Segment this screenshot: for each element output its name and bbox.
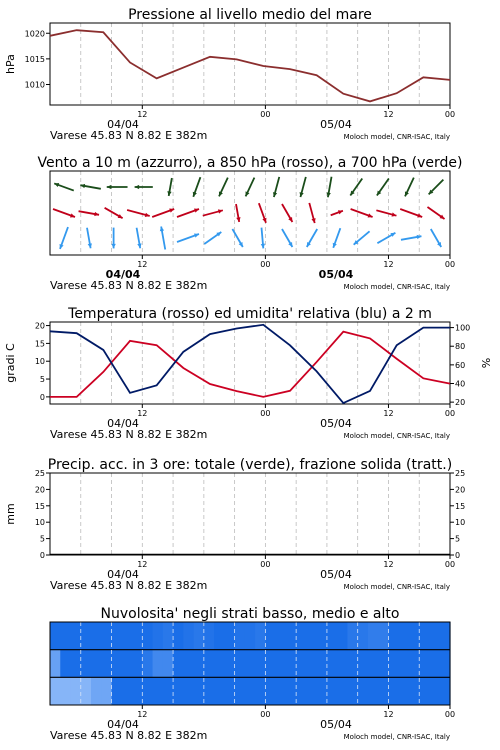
cloud-cell <box>265 677 276 705</box>
wind-arrows-10m <box>59 226 441 249</box>
wind-arrow-head <box>194 208 199 212</box>
time-axis <box>50 705 455 742</box>
cloud-cell <box>337 650 348 678</box>
cloud-cell <box>142 677 153 705</box>
y-tick-label: 10 <box>34 357 45 367</box>
date-label-b: 05/04 <box>318 268 354 281</box>
wind-arrow-head <box>54 183 59 187</box>
wind-arrows-700hPa <box>54 177 443 197</box>
cloud-cell <box>265 650 276 678</box>
cloud-cell <box>81 677 92 705</box>
cloud-cell <box>81 622 92 650</box>
cloud-cell <box>50 650 61 678</box>
model-credit: Moloch model, CNR-ISAC, Italy <box>343 133 450 141</box>
cloud-cell <box>419 650 430 678</box>
cloud-cell <box>60 622 71 650</box>
cloud-cell <box>60 650 71 678</box>
x-tick-label: 00 <box>444 260 456 269</box>
chart-title: Precip. acc. in 3 ore: totale (verde), frazione solida (tratt.) <box>47 457 453 473</box>
cloud-cell <box>91 677 102 705</box>
cloud-cell <box>132 677 143 705</box>
y-tick-label: 40 <box>455 379 466 389</box>
cloud-cell <box>122 650 133 678</box>
cloud-cell <box>409 650 420 678</box>
x-tick-label: 00 <box>444 110 456 119</box>
cloud-cell <box>347 677 358 705</box>
y-tick-label: 15 <box>455 501 466 511</box>
cloud-cell <box>153 650 164 678</box>
cloud-cell <box>409 677 420 705</box>
cloud-cell <box>71 622 82 650</box>
wind-arrow-head <box>169 208 174 212</box>
cloud-cell <box>337 622 348 650</box>
y-tick-label: 80 <box>455 342 466 352</box>
wind-arrow-head <box>193 192 197 197</box>
date-label-b: 05/04 <box>320 568 352 581</box>
cloud-cell <box>204 622 215 650</box>
model-credit: Moloch model, CNR-ISAC, Italy <box>343 283 450 291</box>
y-tick-label: 25 <box>455 469 466 478</box>
chart-title: Temperatura (rosso) ed umidita' relativa (blu) a 2 m <box>68 306 432 322</box>
panel-frame <box>50 23 450 105</box>
cloud-cell <box>440 650 451 678</box>
y-axis-label: hPa <box>4 54 17 74</box>
cloud-cell <box>296 650 307 678</box>
cloud-cell <box>317 622 328 650</box>
wind-arrow-head <box>135 185 140 189</box>
y-axis <box>4 469 50 560</box>
y-tick-label: 0 <box>39 551 45 560</box>
location-label: Varese 45.83 N 8.82 E 382m <box>50 579 208 592</box>
cloud-cell <box>255 677 266 705</box>
x-tick-label: 12 <box>137 710 148 719</box>
cloud-cell <box>173 650 184 678</box>
cloud-cell <box>183 622 194 650</box>
wind-arrow-head <box>262 218 266 223</box>
cloud-cell <box>194 677 205 705</box>
cloud-cell <box>101 677 112 705</box>
y-axis-label-right: % <box>480 357 493 369</box>
y-axis-right <box>450 469 465 560</box>
cloud-cell <box>224 650 235 678</box>
y-tick-label: 15 <box>34 339 45 349</box>
cloud-cell <box>132 622 143 650</box>
cloud-cell <box>81 650 92 678</box>
x-tick-label: 00 <box>444 710 456 719</box>
y-tick-label: 5 <box>455 534 461 544</box>
model-credit: Moloch model, CNR-ISAC, Italy <box>343 583 450 591</box>
x-tick-label: 00 <box>444 409 456 418</box>
cloud-cell <box>286 622 297 650</box>
cloud-cell <box>399 622 410 650</box>
cloud-row-alto <box>50 622 451 650</box>
cloud-cell <box>112 650 123 678</box>
wind-arrow-head <box>261 244 265 249</box>
cloud-cell <box>286 650 297 678</box>
chart-title: Nuvolosita' negli strati basso, medio e alto <box>100 606 400 622</box>
y-tick-label: 5 <box>39 534 45 544</box>
y-axis <box>4 322 50 402</box>
y-tick-label: 20 <box>455 398 466 408</box>
x-tick-label: 00 <box>260 110 271 119</box>
cloud-cell <box>50 622 61 650</box>
time-axis <box>50 105 455 142</box>
cloud-cell <box>101 622 112 650</box>
date-label-a: 04/04 <box>107 568 139 581</box>
cloud-cell <box>60 677 71 705</box>
location-label: Varese 45.83 N 8.82 E 382m <box>50 279 208 292</box>
cloud-cell <box>378 650 389 678</box>
x-tick-label: 00 <box>260 409 271 418</box>
cloud-cell <box>317 650 328 678</box>
y-tick-label: 25 <box>34 469 45 478</box>
y-tick-label: 20 <box>34 485 45 495</box>
cloud-cell <box>296 677 307 705</box>
panel-frame <box>50 473 450 555</box>
y-axis-label: gradi C <box>4 343 17 383</box>
cloud-cell <box>440 677 451 705</box>
cloud-cell <box>101 650 112 678</box>
x-tick-label: 12 <box>137 560 148 569</box>
cloud-cell <box>224 677 235 705</box>
x-tick-label: 12 <box>137 409 148 418</box>
cloud-cell <box>358 650 369 678</box>
wind-arrow-head <box>59 244 63 249</box>
cloud-cell <box>368 677 379 705</box>
cloud-cell <box>122 677 133 705</box>
x-tick-label: 00 <box>444 560 456 569</box>
cloud-cell <box>91 650 102 678</box>
x-tick-label: 00 <box>260 560 271 569</box>
cloud-row-medio <box>50 650 451 678</box>
x-tick-label: 12 <box>383 409 394 418</box>
model-credit: Moloch model, CNR-ISAC, Italy <box>343 432 450 440</box>
y-tick-label: 0 <box>455 551 461 560</box>
y-tick-label: 100 <box>455 323 471 333</box>
wind-arrow-head <box>368 213 373 217</box>
location-label: Varese 45.83 N 8.82 E 382m <box>50 729 208 742</box>
cloud-cell <box>183 677 194 705</box>
x-tick-label: 00 <box>260 260 271 269</box>
x-tick-label: 12 <box>383 560 394 569</box>
cloud-cell <box>235 622 246 650</box>
cloud-cell <box>71 650 82 678</box>
cloud-cell <box>276 622 287 650</box>
cloud-cell <box>429 650 440 678</box>
cloud-cell <box>368 650 379 678</box>
cloud-cell <box>399 677 410 705</box>
wind-arrow-head <box>417 213 422 217</box>
date-label-a: 04/04 <box>107 118 139 131</box>
cloud-cell <box>153 677 164 705</box>
cloud-cell <box>399 650 410 678</box>
y-axis-label: mm <box>4 503 17 525</box>
date-label-b: 05/04 <box>320 417 352 430</box>
cloud-cell <box>91 622 102 650</box>
cloud-cell <box>183 650 194 678</box>
cloud-cell <box>347 650 358 678</box>
grid-lines <box>81 171 419 255</box>
x-tick-label: 12 <box>383 260 394 269</box>
wind-arrow-head <box>107 185 112 189</box>
cloud-cell <box>419 677 430 705</box>
cloud-cell <box>122 622 133 650</box>
date-label-a: 04/04 <box>105 268 141 281</box>
cloud-cell <box>255 650 266 678</box>
cloud-cell <box>173 622 184 650</box>
wind-arrow-head <box>70 213 75 217</box>
cloud-cell <box>409 622 420 650</box>
wind-arrow-head <box>111 244 115 249</box>
cloud-cell <box>327 622 338 650</box>
cloud-cell <box>214 677 225 705</box>
y-tick-label: 20 <box>455 485 466 495</box>
pressure-line <box>50 30 450 101</box>
cloud-cell <box>194 650 205 678</box>
time-axis <box>50 404 455 441</box>
cloud-cell <box>286 677 297 705</box>
cloud-cell <box>235 650 246 678</box>
x-tick-label: 12 <box>137 260 148 269</box>
cloud-cell <box>440 622 451 650</box>
grid-lines <box>81 473 419 555</box>
cloud-cell <box>276 677 287 705</box>
cloud-cell <box>388 650 399 678</box>
cloud-cell <box>214 622 225 650</box>
cloud-cell <box>378 677 389 705</box>
y-tick-label: 20 <box>34 321 45 331</box>
y-tick-label: 1020 <box>24 29 45 39</box>
cloud-cell <box>142 622 153 650</box>
temperature-line <box>50 332 450 397</box>
model-credit: Moloch model, CNR-ISAC, Italy <box>343 733 450 741</box>
date-label-a: 04/04 <box>107 718 139 731</box>
cloud-cell <box>255 622 266 650</box>
chart-title: Pressione al livello medio del mare <box>128 7 372 23</box>
cloud-cell <box>214 650 225 678</box>
y-axis-right <box>450 324 470 408</box>
cloud-cell <box>163 677 174 705</box>
cloud-cell <box>378 622 389 650</box>
y-tick-label: 10 <box>34 518 45 528</box>
cloud-cell <box>71 677 82 705</box>
cloud-cell <box>388 677 399 705</box>
cloud-cell <box>429 677 440 705</box>
wind-arrow-head <box>333 243 337 248</box>
x-tick-label: 12 <box>383 710 394 719</box>
cloud-cell <box>245 650 256 678</box>
y-tick-label: 60 <box>455 360 466 370</box>
cloud-cell <box>163 650 174 678</box>
y-tick-label: 15 <box>34 501 45 511</box>
cloud-cell <box>306 650 317 678</box>
location-label: Varese 45.83 N 8.82 E 382m <box>50 129 208 142</box>
cloud-cell <box>306 622 317 650</box>
cloud-cell <box>245 622 256 650</box>
date-label-b: 05/04 <box>320 118 352 131</box>
y-tick-label: 10 <box>455 518 466 528</box>
cloud-cell <box>112 677 123 705</box>
chart-title: Vento a 10 m (azzurro), a 850 hPa (rosso), a 700 hPa (verde) <box>37 155 463 171</box>
cloud-cell <box>368 622 379 650</box>
cloud-cell <box>112 622 123 650</box>
cloud-cell <box>204 650 215 678</box>
cloud-cell <box>317 677 328 705</box>
cloud-cell <box>265 622 276 650</box>
time-axis <box>50 255 455 292</box>
cloud-cell <box>337 677 348 705</box>
cloud-cell <box>296 622 307 650</box>
panel-frame <box>50 171 450 255</box>
cloud-cell <box>327 650 338 678</box>
x-tick-label: 12 <box>383 110 394 119</box>
cloud-cell <box>419 622 430 650</box>
y-tick-label: 5 <box>39 375 45 385</box>
cloud-cell <box>245 677 256 705</box>
cloud-cell <box>194 622 205 650</box>
cloud-cell <box>204 677 215 705</box>
time-axis <box>50 555 455 592</box>
date-label-a: 04/04 <box>107 417 139 430</box>
cloud-row-basso <box>50 677 451 705</box>
date-label-b: 05/04 <box>320 718 352 731</box>
cloud-cell <box>132 650 143 678</box>
y-tick-label: 1010 <box>24 80 45 90</box>
cloud-cell <box>50 677 61 705</box>
x-tick-label: 12 <box>137 110 148 119</box>
cloud-cell <box>358 622 369 650</box>
cloud-cell <box>388 622 399 650</box>
cloud-cell <box>347 622 358 650</box>
cloud-cell <box>163 622 174 650</box>
cloud-cell <box>153 622 164 650</box>
y-tick-label: 0 <box>39 392 45 402</box>
x-tick-label: 00 <box>260 710 271 719</box>
cloud-cell <box>327 677 338 705</box>
cloud-cell <box>142 650 153 678</box>
wind-arrow-head <box>338 210 343 214</box>
cloud-cell <box>235 677 246 705</box>
cloud-cell <box>224 622 235 650</box>
wind-arrow-head <box>194 233 199 237</box>
cloud-cell <box>173 677 184 705</box>
cloud-cell <box>429 622 440 650</box>
cloud-cell <box>306 677 317 705</box>
cloud-cell <box>358 677 369 705</box>
y-tick-label: 1015 <box>24 54 45 64</box>
y-axis <box>4 29 50 89</box>
cloud-cell <box>276 650 287 678</box>
location-label: Varese 45.83 N 8.82 E 382m <box>50 428 208 441</box>
